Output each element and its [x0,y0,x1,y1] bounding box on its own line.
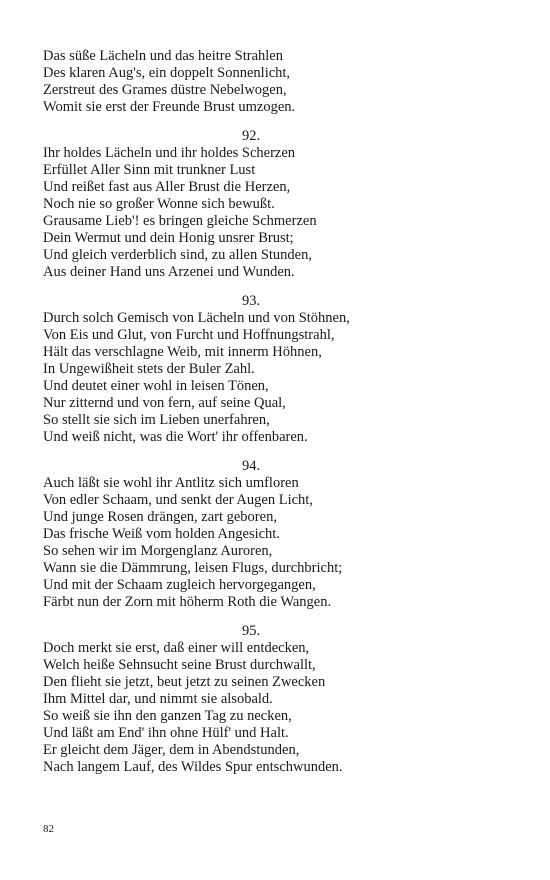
verse-line: Welch heiße Sehnsucht seine Brust durchwallt, [43,657,316,673]
verse-line: Von edler Schaam, und senkt der Augen Licht, [43,492,313,508]
verse-line: Und mit der Schaam zugleich hervorgegangen, [43,577,316,593]
verse-line: Das süße Lächeln und das heitre Strahlen [43,48,283,64]
verse-line: Und deutet einer wohl in leisen Tönen, [43,378,269,394]
verse-line: Und junge Rosen drängen, zart geboren, [43,509,277,525]
verse-line: Hält das verschlagne Weib, mit innerm Höhnen, [43,344,322,360]
verse-line: So stellt sie sich im Lieben unerfahren, [43,412,270,428]
verse-line: Er gleicht dem Jäger, dem in Abendstunden, [43,742,300,758]
stanza-94 [43,458,503,611]
verse-line: Und reißet fast aus Aller Brust die Herzen, [43,179,291,195]
stanza-91-continuation [43,48,503,116]
stanza-number: 94. [241,458,261,474]
verse-line: Grausame Lieb'! es bringen gleiche Schmerzen [43,213,317,229]
stanza-number: 92. [241,128,261,144]
verse-line: So weiß sie ihn den ganzen Tag zu necken, [43,708,292,724]
stanza-92 [43,128,503,281]
verse-line: Wann sie die Dämmrung, leisen Flugs, durchbricht; [43,560,343,576]
page-number: 82 [43,823,54,835]
verse-line: Doch merkt sie erst, daß einer will entdecken, [43,640,310,656]
verse-line: Ihm Mittel dar, und nimmt sie alsobald. [43,691,273,707]
verse-line: Färbt nun der Zorn mit höherm Roth die Wangen. [43,594,332,610]
verse-line: Ihr holdes Lächeln und ihr holdes Scherzen [43,145,296,161]
verse-line: Von Eis und Glut, von Furcht und Hoffnungstrahl, [43,327,335,343]
verse-line: Des klaren Aug's, ein doppelt Sonnenlicht, [43,65,291,81]
verse-line: Nach langem Lauf, des Wildes Spur entschwunden. [43,759,343,775]
verse-line: Dein Wermut und dein Honig unsrer Brust; [43,230,294,246]
verse-line: In Ungewißheit stets der Buler Zahl. [43,361,255,377]
verse-line: Auch läßt sie wohl ihr Antlitz sich umfloren [43,475,299,491]
verse-line: Und läßt am End' ihn ohne Hülf' und Halt. [43,725,289,741]
stanza-95 [43,623,503,776]
verse-line: Nur zitternd und von fern, auf seine Qual, [43,395,286,411]
verse-line: Zerstreut des Grames düstre Nebelwogen, [43,82,287,98]
stanza-number: 93. [241,293,261,309]
verse-line: Und weiß nicht, was die Wort' ihr offenbaren. [43,429,308,445]
poem-text [43,48,503,788]
verse-line: Noch nie so großer Wonne sich bewußt. [43,196,275,212]
verse-line: Den flieht sie jetzt, beut jetzt zu seinen Zwecken [43,674,326,690]
verse-line: Das frische Weiß vom holden Angesicht. [43,526,280,542]
stanza-number: 95. [241,623,261,639]
verse-line: Womit sie erst der Freunde Brust umzogen. [43,99,296,115]
verse-line: Erfüllet Aller Sinn mit trunkner Lust [43,162,256,178]
verse-line: Und gleich verderblich sind, zu allen Stunden, [43,247,312,263]
verse-line: So sehen wir im Morgenglanz Auroren, [43,543,273,559]
verse-line: Durch solch Gemisch von Lächeln und von Stöhnen, [43,310,350,326]
stanza-93 [43,293,503,446]
verse-line: Aus deiner Hand uns Arzenei und Wunden. [43,264,295,280]
